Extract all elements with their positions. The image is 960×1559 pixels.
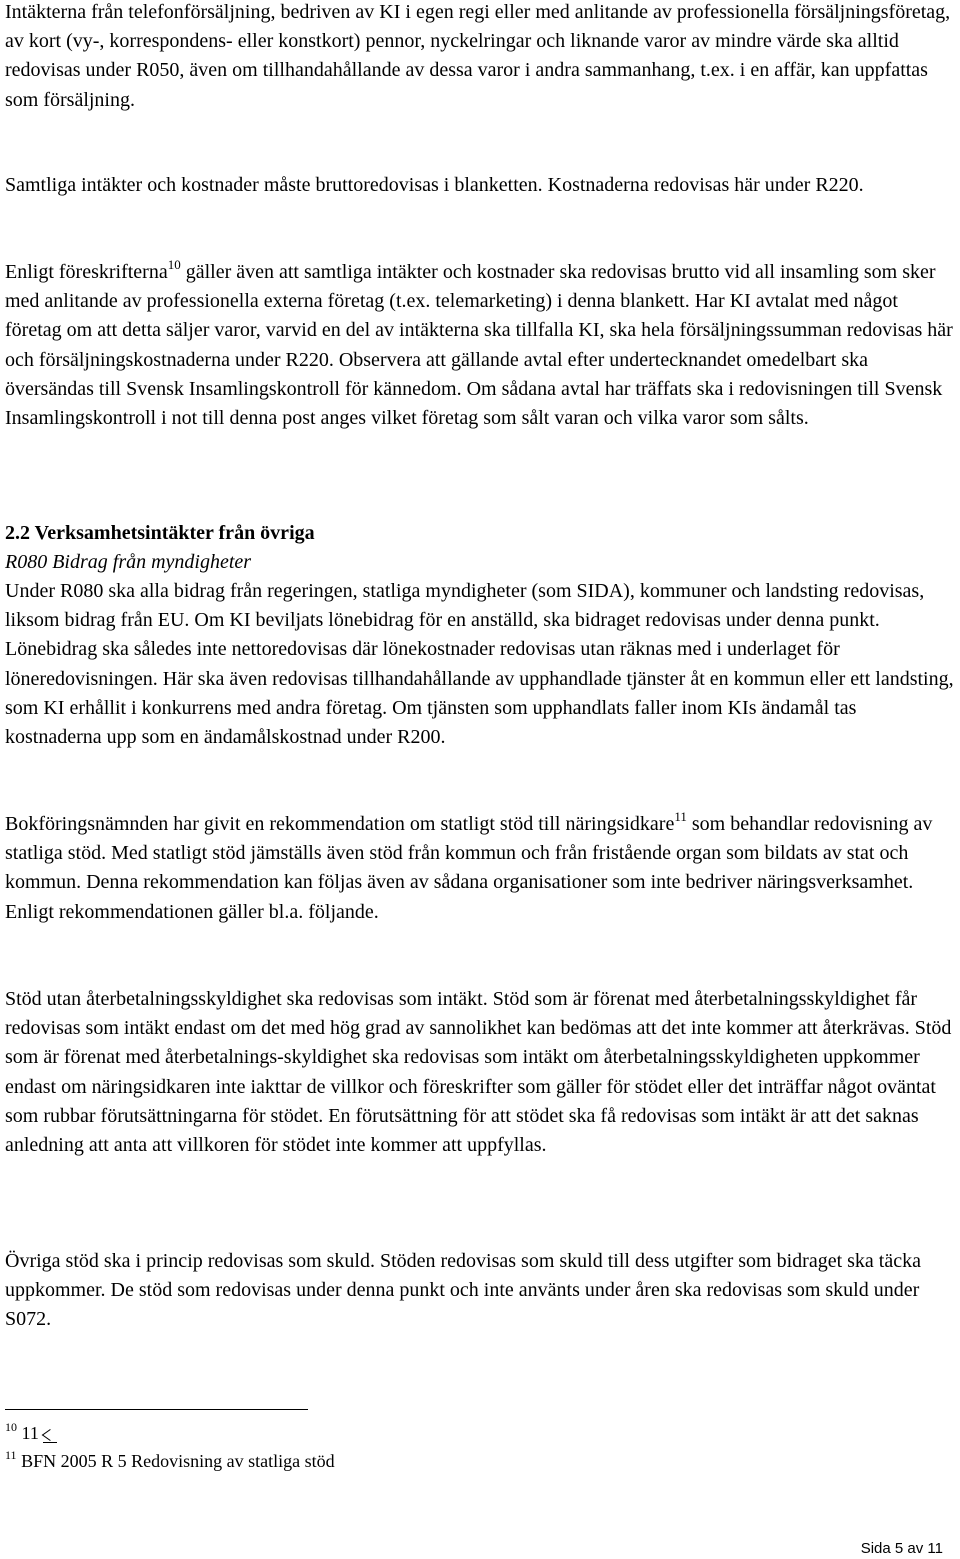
section-subheading: R080 Bidrag från myndigheter (5, 551, 252, 573)
paragraph-bokforingsnamnden-start: Bokföringsnämnden har givit en rekommendation om statligt stöd till näringsidkare (5, 813, 675, 835)
footnote-text: 11 (21, 1423, 39, 1443)
paragraph-ovriga-stod: Övriga stöd ska i princip redovisas som skuld. Stöden redovisas som skuld till dess utgifter som bidraget ska täcka uppkommer. De stöd som redovisas under denna punkt och inte använts under åren ska redovisas som skuld under S072. (5, 1250, 921, 1331)
footnote-text: BFN 2005 R 5 Redovisning av statliga stöd (21, 1451, 335, 1471)
footnotes (5, 1419, 335, 1475)
footnote-number: 11 (5, 1448, 17, 1462)
paragraph-bokforingsnamnden (5, 810, 955, 927)
footnote-ref-10: 10 (167, 257, 181, 272)
paragraph-foreskrifter-start: Enligt föreskrifterna (5, 261, 168, 283)
angle-mark-icon (43, 1428, 57, 1443)
page-number: Sida 5 av 11 (860, 1540, 943, 1557)
paragraph-telefonforsaljning: Intäkterna från telefonförsäljning, bedriven av KI i egen regi eller med anlitande av professionella försäljningsföretag, av kort (vy-, korrespondens- eller konstkort) pennor, nyckelringar och liknande varor av mindre värde ska alltid redovisas under R050, även om tillhandahållande av dessa varor i andra sammanhang, t.ex. i en affär, kan uppfattas som försäljning. (5, 1, 951, 111)
paragraph-r080: Under R080 ska alla bidrag från regeringen, statliga myndigheter (som SIDA), kommuner och landsting redovisas, liksom bidrag från EU. Om KI beviljats lönebidrag för en anställd, ska bidraget redovisas under denna punkt. Lönebidrag ska således inte nettoredovisas där lönekostnader redovisas utan räknas med i underlaget för löneredovisningen. Här ska även redovisas tillhandahållande av upphandlade tjänster åt en kommun eller ett landsting, som KI erhållit i konkurrens med andra företag. Om tjänsten som upphandlats faller inom KIs ändamål tas kostnaderna upp som en ändamålskostnad under R200. (5, 580, 954, 749)
paragraph-foreskrifter-rest: gäller även att samtliga intäkter och kostnader ska redovisas brutto vid all insamling som sker med anlitande av professionella externa företag (t.ex. telemarketing) i denna blankett. Har KI avtalat med något företag om att detta säljer varor, varvid en del av intäkterna ska tillfalla KI, ska hela försäljningssumman redovisas här och försäljningskostnaderna under R220. Observera att gällande avtal efter undertecknandet omedelbart ska översändas till Svensk Insamlingskontroll för kännedom. Om sådana avtal har träffats ska i redovisningen till Svensk Insamlingskontroll i not till denna post anges vilket företag som sålt varan och vilka varor som sålts. (5, 261, 953, 430)
paragraph-bokforingsnamnden-rest: som behandlar redovisning av statliga stöd. Med statligt stöd jämställs även stöd från kommun och från fristående organ som bildats av stat och kommun. Denna rekommendation kan följas även av sådana organisationer som inte bedriver näringsverksamhet. Enligt rekommendationen gäller bl.a. följande. (5, 813, 933, 923)
footnote-ref-11: 11 (674, 809, 687, 824)
paragraph-stod-aterbetalning: Stöd utan återbetalningsskyldighet ska redovisas som intäkt. Stöd som är förenat med återbetalningsskyldighet får redovisas som intäkt endast om det med hög grad av sannolikhet kan bedömas att det inte kommer att återkrävas. Stöd som är förenat med återbetalnings-skyldighet ska redovisas som intäkt om återbetalningsskyldigheten uppkommer endast om näringsidkaren inte iakttar de villkor och föreskrifter som gäller för stödet eller det inträffar något oväntat som rubbar förutsättningarna för stödet. En förutsättning för att stödet ska få redovisas som intäkt är att det saknas anledning att anta att villkoren för stödet inte kommer att uppfyllas. (5, 988, 952, 1157)
footnote-divider (5, 1409, 308, 1410)
paragraph-bruttoredovisning: Samtliga intäkter och kostnader måste bruttoredovisas i blanketten. Kostnaderna redovisas här under R220. (5, 174, 864, 196)
paragraph-foreskrifter (5, 258, 955, 433)
section-heading: 2.2 Verksamhetsintäkter från övriga (5, 522, 315, 544)
footnote-number: 10 (5, 1420, 17, 1434)
footnote-10 (5, 1419, 335, 1447)
footnote-11 (5, 1447, 335, 1475)
